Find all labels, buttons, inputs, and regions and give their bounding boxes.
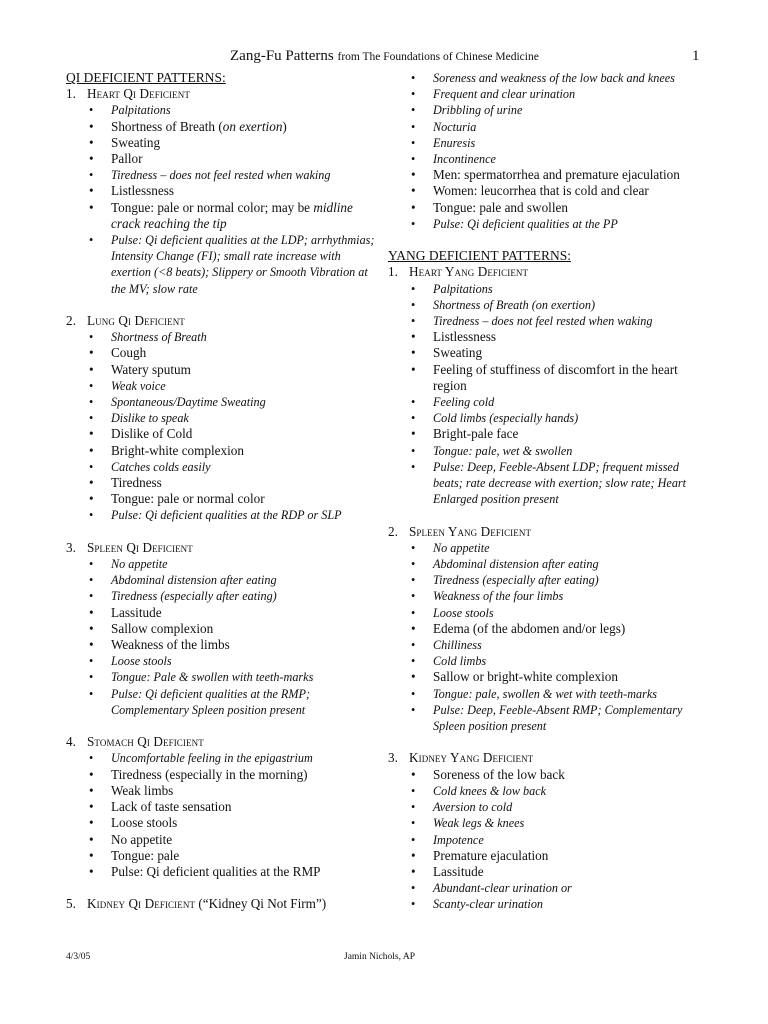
item-text: Shortness of Breath ( [111, 118, 223, 134]
item-text: Weak legs & knees [433, 816, 525, 831]
list-item [66, 167, 378, 183]
item-text: Loose stools [433, 605, 494, 620]
list-item [388, 119, 708, 135]
list-item [66, 491, 378, 507]
pattern-title-suffix: (“Kidney Qi Not Firm”) [195, 896, 327, 912]
list-item [388, 313, 708, 329]
list-item [66, 151, 378, 167]
list-item [388, 783, 708, 799]
pattern-title: Spleen Qi Deficient [87, 539, 193, 555]
pattern-number: 4. [66, 734, 76, 750]
bullet-list [66, 102, 378, 296]
item-text: Bright-white complexion [111, 442, 244, 458]
bullet-list [388, 70, 708, 232]
item-text: Tiredness (especially after eating) [433, 573, 599, 588]
page-header [0, 48, 768, 66]
bullet-list [388, 540, 708, 734]
list-item [388, 572, 708, 588]
item-text: Tongue: pale [111, 847, 180, 863]
item-text: Chilliness [433, 638, 482, 653]
pattern-number: 3. [388, 750, 398, 766]
pattern-number: 2. [66, 313, 76, 329]
list-item [388, 410, 708, 426]
item-text: Premature ejaculation [433, 847, 549, 863]
list-item [388, 183, 708, 199]
list-item [66, 653, 378, 669]
pattern-heading [388, 750, 708, 766]
item-text: Uncomfortable feeling in the epigastrium [111, 751, 313, 766]
pattern-title: Spleen Yang Deficient [409, 523, 532, 539]
pattern-number: 3. [66, 539, 76, 555]
item-text: Dribbling of urine [433, 103, 523, 118]
item-text: Palpitations [111, 103, 171, 118]
pattern-title-wrap [409, 264, 528, 280]
item-text: Abdominal distension after eating [433, 557, 599, 572]
list-item [388, 443, 708, 459]
item-text: Abundant-clear urination or [433, 881, 572, 896]
list-item [66, 669, 378, 685]
section-gap [66, 880, 378, 896]
list-item [66, 459, 378, 475]
list-item [388, 864, 708, 880]
item-text: Pulse: Qi deficient qualities at the RDP or SLP [111, 508, 342, 523]
section-gap [66, 524, 378, 540]
pattern-title: Heart Qi Deficient [87, 86, 190, 102]
list-item [388, 216, 708, 232]
bullet-list [66, 556, 378, 718]
item-text: Scanty-clear urination [433, 897, 544, 912]
pattern-title: Stomach Qi Deficient [87, 734, 204, 750]
item-text: Pulse: Qi deficient qualities at the LDP; arrhythmias; Intensity Change (FI); small rate increase with exertion (<8 beats); Slippery or Smooth Vibration at the MV; slow rate [111, 233, 375, 296]
pattern-title-wrap [87, 896, 326, 912]
pattern-heading [388, 264, 708, 280]
list-item [66, 556, 378, 572]
item-text: Sallow complexion [111, 620, 214, 636]
item-text: Cold limbs [433, 654, 487, 669]
list-item [388, 86, 708, 102]
list-item [388, 653, 708, 669]
item-text: Cold knees & low back [433, 783, 547, 798]
list-item [66, 329, 378, 345]
list-item [66, 232, 378, 297]
item-text: Frequent and clear urination [433, 87, 576, 102]
list-item [66, 135, 378, 151]
item-text: Pallor [111, 151, 143, 167]
item-text: Listlessness [433, 329, 497, 345]
item-text: Pulse: Qi deficient qualities at the PP [433, 216, 618, 231]
item-text: Sweating [433, 345, 483, 361]
section-gap [66, 718, 378, 734]
list-item [66, 200, 378, 232]
item-text: Bright-pale face [433, 426, 519, 442]
item-text: Men: spermatorrhea and premature ejaculation [433, 167, 680, 183]
item-text: Tongue: pale or normal color [111, 491, 265, 507]
item-text: Lack of taste sensation [111, 799, 232, 815]
item-text: Loose stools [111, 815, 178, 831]
list-item [388, 896, 708, 912]
section-gap [388, 232, 708, 248]
list-item [66, 864, 378, 880]
item-text: Dislike of Cold [111, 426, 193, 442]
list-item [388, 832, 708, 848]
list-item [388, 394, 708, 410]
item-text: Soreness of the low back [433, 766, 565, 782]
list-item [66, 815, 378, 831]
item-text: Aversion to cold [433, 800, 513, 815]
item-text: Tiredness – does not feel rested when waking [433, 314, 653, 329]
list-item [66, 362, 378, 378]
list-item [388, 880, 708, 896]
bullet-list [66, 750, 378, 880]
list-item [388, 815, 708, 831]
pattern-title-wrap [87, 86, 190, 102]
item-emphasis: midline crack reaching the tip [111, 199, 353, 231]
item-text: Feeling cold [433, 395, 495, 410]
list-item [66, 621, 378, 637]
pattern-number: 2. [388, 523, 398, 539]
page-number: 1 [692, 48, 700, 64]
list-item [388, 540, 708, 556]
pattern-title: Heart Yang Deficient [409, 264, 529, 280]
item-text: Lassitude [111, 604, 162, 620]
pattern-number: 1. [388, 264, 398, 280]
pattern-heading [66, 540, 378, 556]
item-text: Pulse: Deep, Feeble-Absent LDP; frequent missed beats; rate decrease with exertion; slow rate; Heart Enlarged position present [433, 459, 687, 507]
item-text: Shortness of Breath [111, 330, 207, 345]
list-item [388, 329, 708, 345]
item-text: Cough [111, 345, 147, 361]
list-item [388, 556, 708, 572]
list-item [388, 459, 708, 508]
item-text: Dislike to speak [111, 411, 189, 426]
section-heading: YANG DEFICIENT PATTERNS: [388, 248, 572, 264]
list-item [66, 588, 378, 604]
list-item [66, 378, 378, 394]
item-text: Nocturia [433, 119, 477, 134]
list-item [388, 297, 708, 313]
list-item [388, 362, 708, 394]
item-text: Tongue: pale, wet & swollen [433, 443, 573, 458]
list-item [66, 848, 378, 864]
pattern-heading [66, 86, 378, 102]
list-item [66, 183, 378, 199]
item-text: Sallow or bright-white complexion [433, 669, 618, 685]
item-text: Shortness of Breath (on exertion) [433, 297, 596, 312]
list-item [388, 345, 708, 361]
pattern-title-wrap [87, 313, 185, 329]
item-text: Enuresis [433, 135, 476, 150]
item-text: Tiredness – does not feel rested when waking [111, 168, 331, 183]
item-text: Cold limbs (especially hands) [433, 411, 579, 426]
item-text: Tongue: Pale & swollen with teeth-marks [111, 670, 314, 685]
list-item [388, 637, 708, 653]
list-item [66, 410, 378, 426]
list-item [388, 167, 708, 183]
list-item [66, 443, 378, 459]
item-text: Weakness of the four limbs [433, 589, 564, 604]
list-item [388, 605, 708, 621]
list-item [66, 345, 378, 361]
item-text: Women: leucorrhea that is cold and clear [433, 183, 649, 199]
list-item [66, 767, 378, 783]
list-item [388, 70, 708, 86]
item-text: Tongue: pale or normal color; may be [111, 199, 314, 215]
pattern-title: Kidney Qi Deficient [87, 896, 196, 912]
item-text: Tiredness (especially in the morning) [111, 766, 308, 782]
item-text: Tongue: pale and swollen [433, 199, 568, 215]
item-text: Tiredness [111, 475, 162, 491]
list-item [66, 637, 378, 653]
list-item [388, 686, 708, 702]
pattern-heading [66, 896, 378, 912]
list-item [388, 281, 708, 297]
section-gap [388, 734, 708, 750]
item-text: No appetite [111, 831, 173, 847]
list-item [66, 605, 378, 621]
list-item [66, 750, 378, 766]
pattern-heading [66, 734, 378, 750]
left-column [66, 70, 378, 913]
pattern-number: 1. [66, 86, 76, 102]
footer-date: 4/3/05 [66, 952, 91, 962]
item-text: Tongue: pale, swollen & wet with teeth-marks [433, 686, 657, 701]
list-item [388, 102, 708, 118]
list-item [66, 119, 378, 135]
item-text: Pulse: Deep, Feeble-Absent RMP; Complementary Spleen position present [433, 702, 683, 734]
list-item [388, 702, 708, 734]
item-text: Incontinence [433, 152, 496, 167]
pattern-title-wrap [87, 540, 193, 556]
item-text: Pulse: Qi deficient qualities at the RMP; Complementary Spleen position present [111, 686, 311, 717]
list-item [388, 151, 708, 167]
item-text: Loose stools [111, 654, 172, 669]
bullet-list [388, 767, 708, 913]
section-gap [388, 507, 708, 523]
item-text: Watery sputum [111, 361, 191, 377]
list-item [66, 686, 378, 718]
pattern-title-wrap [409, 524, 531, 540]
list-item [66, 507, 378, 523]
item-text: Tiredness (especially after eating) [111, 589, 277, 604]
item-text: Soreness and weakness of the low back and knees [433, 71, 675, 85]
item-text: Catches colds easily [111, 459, 211, 474]
item-text: Pulse: Qi deficient qualities at the RMP [111, 863, 321, 879]
item-text: Lassitude [433, 863, 484, 879]
list-item [66, 832, 378, 848]
list-item [388, 669, 708, 685]
list-item [388, 799, 708, 815]
section-gap [66, 297, 378, 313]
list-item [388, 848, 708, 864]
list-item [388, 426, 708, 442]
right-column [388, 70, 708, 913]
pattern-title-wrap [409, 750, 533, 766]
document-title [230, 48, 539, 65]
footer-author: Jamin Nichols, AP [344, 952, 415, 962]
item-text: Feeling of stuffiness of discomfort in the heart region [433, 361, 678, 393]
list-item [66, 102, 378, 118]
item-text: Spontaneous/Daytime Sweating [111, 395, 266, 410]
title-source: from The Foundations of Chinese Medicine [337, 51, 539, 63]
item-emphasis: on exertion [222, 118, 283, 134]
list-item [66, 394, 378, 410]
list-item [388, 621, 708, 637]
bullet-list [388, 281, 708, 508]
list-item [66, 783, 378, 799]
item-text: Edema (of the abdomen and/or legs) [433, 620, 626, 636]
list-item [66, 572, 378, 588]
list-item [66, 475, 378, 491]
item-text: Weakness of the limbs [111, 637, 230, 653]
list-item [66, 799, 378, 815]
pattern-number: 5. [66, 896, 76, 912]
pattern-heading [66, 313, 378, 329]
pattern-heading [388, 524, 708, 540]
item-text: Impotence [433, 832, 484, 847]
item-text: Palpitations [433, 281, 493, 296]
pattern-title-wrap [87, 734, 204, 750]
list-item [388, 200, 708, 216]
item-text: Weak voice [111, 378, 166, 393]
bullet-list [66, 329, 378, 523]
item-text: Sweating [111, 134, 161, 150]
item-text: Abdominal distension after eating [111, 573, 277, 588]
item-text: No appetite [433, 540, 490, 555]
list-item [388, 767, 708, 783]
list-item [388, 588, 708, 604]
item-text: Weak limbs [111, 782, 174, 798]
pattern-title: Lung Qi Deficient [87, 313, 185, 329]
title-main: Zang-Fu Patterns [230, 48, 334, 64]
item-text: Listlessness [111, 183, 175, 199]
list-item [66, 426, 378, 442]
item-text-after: ) [282, 118, 287, 134]
list-item [388, 135, 708, 151]
pattern-title: Kidney Yang Deficient [409, 750, 534, 766]
item-text: No appetite [111, 557, 168, 572]
section-heading: QI DEFICIENT PATTERNS: [66, 70, 226, 85]
